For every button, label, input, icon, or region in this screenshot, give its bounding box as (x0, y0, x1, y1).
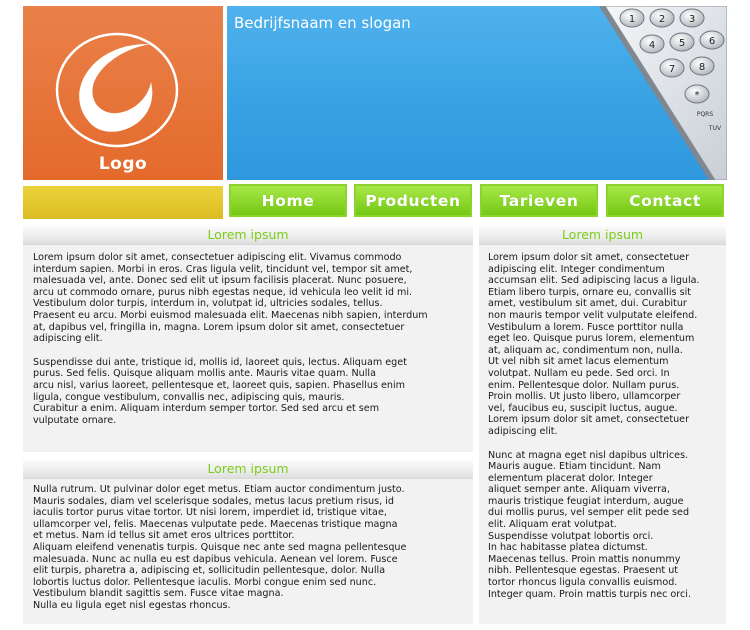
panel-1-body (23, 245, 473, 426)
sidebar-panel (479, 226, 726, 624)
nav-home-button[interactable]: Home (229, 184, 347, 217)
sidebar-paragraph-1: Lorem ipsum dolor sit amet, consectetuer adipiscing elit. Integer condimentum accumsan elit. Sed adipiscing lacus a ligula. Etiam libero turpis, ornare eu, convallis sit amet, vestibulum sit amet, dui. Curabitur non mauris tempor velit vulputate eleifend. Vestibulum a lorem. Fusce porttitor nulla eget leo. Quisque purus lorem, elementum at, aliquam ac, condimentum non, nulla. Ut vel nibh sit amet lacus elementum volutpat. Nullam eu pede. Sed orci. In enim. Pellentesque dolor. Nullam purus. Proin mollis. Ut justo libero, ullamcorper vel, faucibus eu, suscipit luctus, augue. Lorem ipsum dolor sit amet, consectetuer adipiscing elit. (488, 252, 700, 437)
panel-1-paragraph-1: Lorem ipsum dolor sit amet, consectetuer adipiscing elit. Vivamus commodo interdum sapien. Morbi in eros. Cras ligula velit, tincidunt vel, tempor sit amet, malesuada vel, ante. Donec sed elit ut ipsum facilisis placerat. Nunc posuere, arcu ut commodo ornare, purus nibh egestas neque, id vehicula leo velit id mi. Vestibulum dolor turpis, interdum in, volutpat id, ultricies sodales, tellus. Praesent eu arcu. Morbi euismod malesuada elit. Maecenas nibh sapien, interdum at, dapibus vel, fringilla in, magna. Lorem ipsum dolor sit amet, consectetuer adipiscing elit. (33, 252, 428, 345)
nav-contact-button[interactable]: Contact (606, 184, 724, 217)
phone-key: 1 (628, 14, 636, 25)
content-panel-1 (23, 226, 473, 452)
panel-2-paragraph-1: Nulla rutrum. Ut pulvinar dolor eget metus. Etiam auctor condimentum justo. Mauris sodales, diam vel scelerisque sodales, metus lacus pretium risus, id iaculis tortor purus vitae tortor. Ut nisi lorem, imperdiet id, tristique vitae, ullamcorper vel, felis. Maecenas vulputate pede. Maecenas tristique magna et metus. Nam id tellus sit amet eros ultrices porttitor. Aliquam eleifend venenatis turpis. Quisque nec ante sed magna pellentesque malesuada. Nunc ac nulla eu est dapibus vehicula. Aenean vel lorem. Fusce elit turpis, pharetra a, adipiscing et, sollicitudin pellentesque, dolor. Nulla lobortis luctus dolor. Pellentesque iaculis. Morbi congue enim sed nunc. Vestibulum blandit sagittis sem. Fusce vitae magna. Nulla eu ligula eget nisl egestas rhoncus. (33, 484, 407, 611)
phone-key: * (694, 90, 700, 101)
panel-1-heading: Lorem ipsum (23, 226, 473, 245)
phone-key: 3 (688, 14, 696, 25)
panel-2-body (23, 479, 473, 612)
swirl-logo-icon (51, 24, 201, 154)
company-slogan: Bedrijfsnaam en slogan (234, 14, 411, 32)
nav-producten-button[interactable]: Producten (354, 184, 472, 217)
logo-label: Logo (98, 154, 148, 174)
phone-key: 6 (708, 36, 716, 47)
panel-2-heading: Lorem ipsum (23, 460, 473, 479)
content-panel-2 (23, 460, 473, 624)
sidebar-body (479, 245, 726, 600)
yellow-accent-bar (23, 186, 223, 219)
sidebar-heading: Lorem ipsum (479, 226, 726, 245)
phone-key: 5 (678, 38, 686, 49)
phone-key: 8 (698, 62, 706, 73)
phone-key-label: TUV (708, 125, 722, 132)
panel-1-paragraph-2: Suspendisse dui ante, tristique id, mollis id, laoreet quis, lectus. Aliquam eget purus. Sed felis. Quisque aliquam mollis ante. Mauris vitae quam. Nulla arcu nisl, varius laoreet, pellentesque et, laoreet quis, sapien. Phasellus enim ligula, congue vestibulum, convallis nec, adipiscing quis, mauris. Curabitur a enim. Aliquam interdum semper tortor. Sed sed arcu et sem vulputate ornare. (33, 356, 407, 426)
phone-key: 2 (658, 14, 666, 25)
nav-tarieven-button[interactable]: Tarieven (480, 184, 598, 217)
sidebar-paragraph-2: Nunc at magna eget nisl dapibus ultrices. Mauris augue. Etiam tincidunt. Nam elementum placerat dolor. Integer aliquet semper ante. Aliquam viverra, mauris tristique feugiat interdum, augue dui mollis purus, vel semper elit pede sed elit. Aliquam erat volutpat. Suspendisse volutpat lobortis orci. In hac habitasse platea dictumst. Maecenas tellus. Proin mattis nonummy nibh. Pellentesque egestas. Praesent ut tortor rhoncus ligula convallis euismod. Integer quam. Proin mattis turpis nec orci. (488, 449, 692, 600)
phone-key-label: PQRS (696, 111, 714, 118)
phone-key: 7 (668, 64, 676, 75)
header-banner (227, 6, 727, 180)
logo-block[interactable] (23, 6, 223, 180)
phone-key: 4 (648, 40, 656, 51)
phone-keypad-image (227, 6, 727, 180)
